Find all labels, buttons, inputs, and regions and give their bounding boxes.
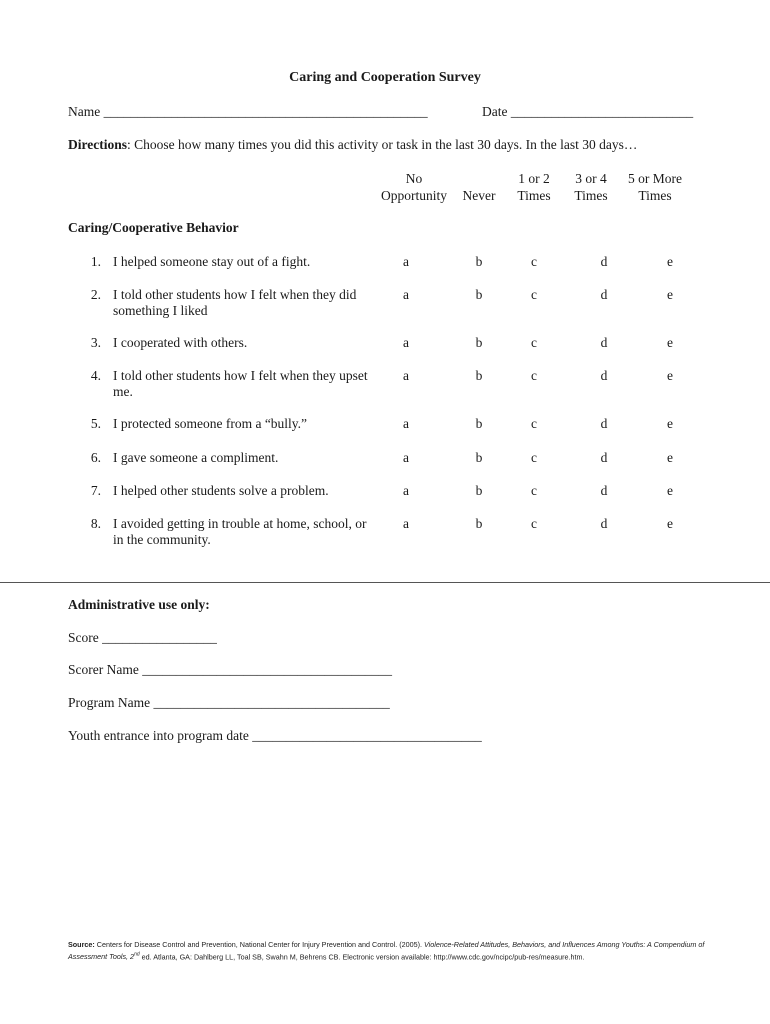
- response-option-c[interactable]: c: [531, 450, 537, 465]
- item-text: I helped other students solve a problem.: [113, 483, 329, 498]
- item-number: 6.: [90, 450, 101, 465]
- response-option-a[interactable]: a: [403, 254, 409, 269]
- response-option-b[interactable]: b: [475, 287, 483, 302]
- program-name-label: Program Name: [68, 695, 151, 710]
- item-text: I avoided getting in trouble at home, school, or in the community.: [113, 516, 367, 547]
- source-text-1: Centers for Disease Control and Prevention, National Center for Injury Prevention and Control. (2005).: [94, 940, 424, 949]
- scorer-name-field[interactable]: [68, 662, 392, 678]
- column-header-line: Opportunity: [381, 188, 447, 203]
- name-field[interactable]: [68, 104, 428, 120]
- score-blank: _________________: [102, 630, 217, 645]
- item-text: I told other students how I felt when they upset me.: [113, 368, 368, 399]
- response-option-b[interactable]: b: [475, 450, 483, 465]
- response-option-c[interactable]: c: [531, 287, 537, 302]
- response-option-b[interactable]: b: [475, 368, 483, 383]
- directions: [68, 137, 637, 153]
- response-option-d[interactable]: d: [600, 450, 608, 465]
- response-option-a[interactable]: a: [403, 516, 409, 531]
- entrance-date-field[interactable]: [68, 728, 482, 744]
- item-text: I told other students how I felt when they did something I liked: [113, 287, 357, 318]
- response-option-c[interactable]: c: [531, 368, 537, 383]
- item-text: I protected someone from a “bully.”: [113, 416, 308, 431]
- source-title-text: Violence-Related Attitudes, Behaviors, and Influences Among Youths: A Compendium of Assessment Tools, 2: [68, 940, 705, 962]
- column-header-3-or-4: [566, 170, 616, 204]
- response-option-e[interactable]: e: [667, 287, 673, 302]
- response-option-b[interactable]: b: [475, 516, 483, 531]
- response-option-e[interactable]: e: [667, 254, 673, 269]
- score-field[interactable]: [68, 630, 217, 646]
- item-number: 8.: [90, 516, 101, 531]
- response-option-a[interactable]: a: [403, 483, 409, 498]
- date-blank: ___________________________: [510, 104, 694, 119]
- name-label: Name: [68, 104, 101, 119]
- response-option-e[interactable]: e: [667, 416, 673, 431]
- column-header-line: 1 or 2: [518, 171, 550, 186]
- column-header-line: Times: [638, 188, 672, 203]
- source-text-2: ed. Atlanta, GA: Dahlberg LL, Toal SB, Swahn M, Behrens CB. Electronic version available: http://www.cdc.gov/ncipc/pub-res/measure.htm.: [139, 952, 585, 962]
- program-name-blank: ___________________________________: [153, 695, 390, 710]
- entrance-date-blank: __________________________________: [252, 728, 482, 743]
- response-option-e[interactable]: e: [667, 483, 673, 498]
- score-label: Score: [68, 630, 99, 645]
- response-option-c[interactable]: c: [531, 335, 537, 350]
- column-header-line: No: [405, 171, 423, 186]
- response-option-e[interactable]: e: [667, 335, 673, 350]
- response-option-a[interactable]: a: [403, 368, 409, 383]
- column-header-5-or-more: [620, 170, 690, 204]
- item-number: 3.: [90, 335, 101, 350]
- response-option-c[interactable]: c: [531, 516, 537, 531]
- column-header-line: [454, 170, 504, 187]
- divider: [0, 582, 770, 583]
- response-option-b[interactable]: b: [475, 416, 483, 431]
- column-header-line: 5 or More: [628, 171, 682, 186]
- response-option-b[interactable]: b: [475, 254, 483, 269]
- source-citation: [68, 940, 718, 962]
- response-option-c[interactable]: c: [531, 483, 537, 498]
- column-header-never: [454, 170, 504, 204]
- response-option-b[interactable]: b: [475, 483, 483, 498]
- name-blank: ________________________________________________: [103, 104, 428, 119]
- program-name-field[interactable]: [68, 695, 390, 711]
- response-option-d[interactable]: d: [600, 516, 608, 531]
- response-option-d[interactable]: d: [600, 335, 608, 350]
- admin-heading: Administrative use only:: [68, 597, 210, 612]
- response-option-e[interactable]: e: [667, 516, 673, 531]
- item-number: 7.: [90, 483, 101, 498]
- response-option-a[interactable]: a: [403, 287, 409, 302]
- item-text: I helped someone stay out of a fight.: [113, 254, 311, 269]
- directions-label: Directions: [68, 137, 127, 152]
- source-label: Source:: [68, 940, 95, 949]
- item-number: 5.: [90, 416, 101, 431]
- source-superscript: nd: [134, 952, 140, 958]
- column-header-no-opportunity: [374, 170, 454, 204]
- page-title: Caring and Cooperation Survey: [289, 70, 481, 85]
- response-option-a[interactable]: a: [403, 416, 409, 431]
- column-header-line: Times: [517, 188, 551, 203]
- response-option-e[interactable]: e: [667, 368, 673, 383]
- item-text: I cooperated with others.: [113, 335, 248, 350]
- column-header-line: Times: [574, 188, 608, 203]
- response-option-d[interactable]: d: [600, 254, 608, 269]
- response-option-c[interactable]: c: [531, 416, 537, 431]
- scorer-name-label: Scorer Name: [68, 662, 139, 677]
- item-number: 1.: [90, 254, 101, 269]
- response-option-b[interactable]: b: [475, 335, 483, 350]
- response-option-d[interactable]: d: [600, 287, 608, 302]
- response-option-c[interactable]: c: [531, 254, 537, 269]
- response-option-a[interactable]: a: [403, 335, 409, 350]
- column-header-line: Never: [462, 188, 496, 203]
- column-header-1-or-2: [509, 170, 559, 204]
- item-number: 4.: [90, 368, 101, 383]
- item-number: 2.: [90, 287, 101, 302]
- item-text: I gave someone a compliment.: [113, 450, 279, 465]
- directions-text: : Choose how many times you did this activity or task in the last 30 days. In the last 30 days…: [127, 137, 638, 152]
- scorer-name-blank: _____________________________________: [142, 662, 392, 677]
- date-label: Date: [482, 104, 508, 119]
- column-header-line: 3 or 4: [575, 171, 607, 186]
- response-option-e[interactable]: e: [667, 450, 673, 465]
- response-option-d[interactable]: d: [600, 483, 608, 498]
- response-option-a[interactable]: a: [403, 450, 409, 465]
- response-option-d[interactable]: d: [600, 416, 608, 431]
- entrance-date-label: Youth entrance into program date: [68, 728, 249, 743]
- section-heading: Caring/Cooperative Behavior: [68, 220, 239, 235]
- date-field[interactable]: [482, 104, 693, 120]
- response-option-d[interactable]: d: [600, 368, 608, 383]
